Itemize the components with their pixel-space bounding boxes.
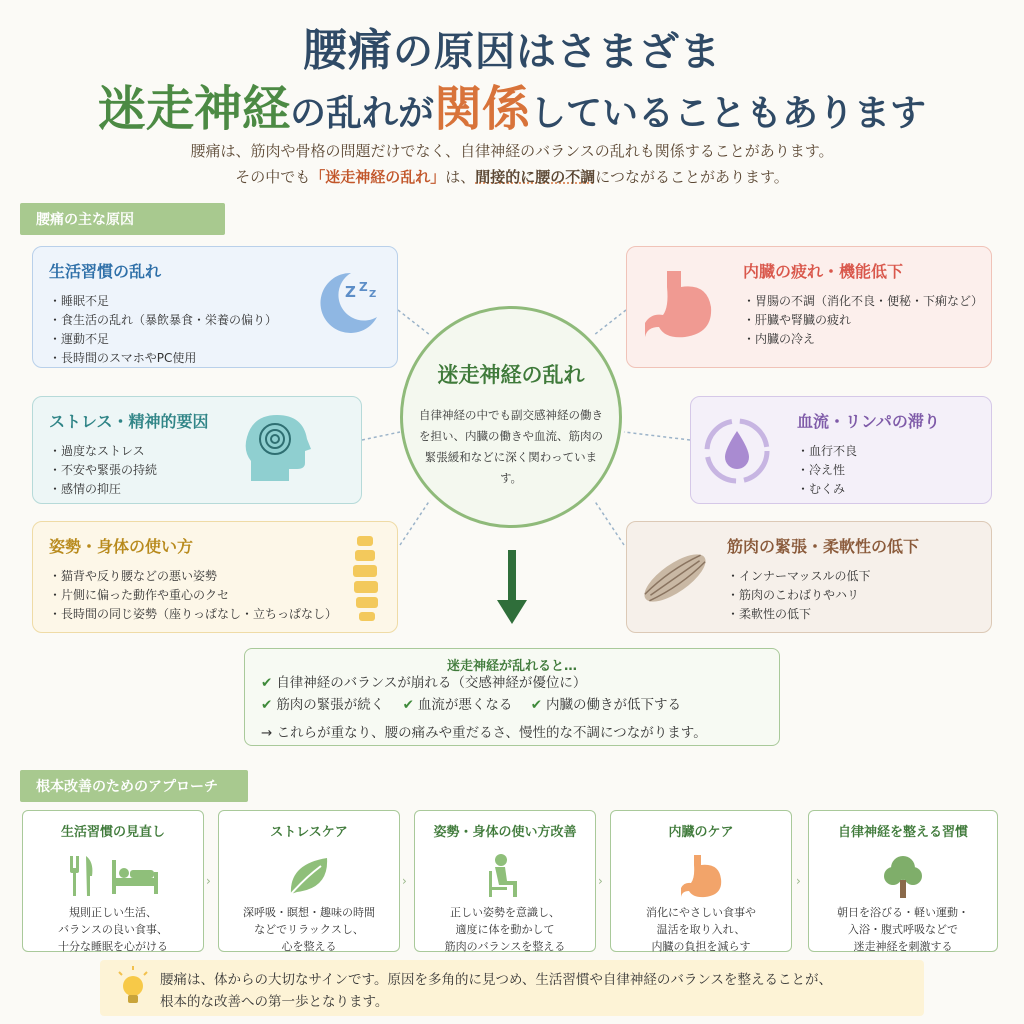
chevron-right-icon: › (598, 874, 603, 888)
cause-card-organs (626, 246, 992, 368)
chevron-right-icon: › (796, 874, 801, 888)
cause-item: ・ 冷え性 (797, 461, 975, 480)
svg-text:Z: Z (369, 289, 377, 300)
fork-knife-icon (66, 854, 96, 898)
vagus-disruption-effects (244, 648, 780, 746)
check-icon: ✔ (402, 697, 414, 713)
approach-line: 消化にやさしい食事や (646, 906, 756, 919)
effect-line-1: ✔ 自律神経のバランスが崩れる（交感神経が優位に） (261, 675, 587, 691)
approach-line: 規則正しい生活、 (69, 906, 157, 919)
approach-line: 筋肉のバランスを整える (444, 940, 566, 953)
cause-item: ・ 肝臓や腎臓の疲れ (743, 311, 975, 330)
title-keyword-lumbago: 腰痛 (303, 25, 393, 76)
intro-line2: その中でも「迷走神経の乱れ」は、間接的に腰の不調につながることがあります。 (235, 168, 789, 186)
check-icon: ✔ (261, 697, 273, 713)
cause-title: 血流・リンパの滞り (797, 412, 940, 431)
approach-card-stress (218, 810, 400, 952)
approach-line: 正しい姿勢を意識し、 (450, 906, 560, 919)
cause-item: ・ 感情の抑圧 (49, 480, 345, 499)
approach-line: 朝日を浴びる・軽い運動・ (837, 906, 969, 919)
spine-icon (345, 532, 385, 624)
down-arrow-icon (495, 550, 529, 626)
approach-title: ストレスケア (270, 825, 348, 840)
approach-title: 姿勢・身体の使い方改善 (433, 825, 577, 840)
bed-icon (110, 856, 160, 896)
lightbulb-icon (116, 966, 150, 1010)
cause-card-stress (32, 396, 362, 504)
head-icon (241, 411, 315, 487)
svg-text:Z: Z (345, 283, 356, 301)
connector-organs (594, 310, 626, 335)
approach-line: などでリラックスし、 (254, 923, 364, 936)
footer-line2: 根本的な改善への第一歩となります。 (160, 994, 389, 1010)
cause-item: ・ 過度なストレス (49, 442, 345, 461)
svg-text:Z: Z (359, 280, 368, 294)
cause-card-posture (32, 521, 398, 633)
cause-item: ・ 筋肉のこわばりやハリ (727, 586, 975, 605)
approach-card-organs (610, 810, 792, 952)
cause-item: ・ 胃腸の不調（消化不良・便秘・下痢など） (743, 292, 975, 311)
cause-item: ・ 血行不良 (797, 442, 975, 461)
cause-item: ・ 長時間のスマホやPC使用 (49, 349, 381, 368)
cause-item: ・ 不安や緊張の持続 (49, 461, 345, 480)
check-icon: ✔ (261, 675, 273, 691)
approach-title: 生活習慣の見直し (60, 825, 165, 840)
chevron-right-icon: › (206, 874, 211, 888)
cause-title: 筋肉の緊張・柔軟性の低下 (727, 537, 920, 556)
vagus-nerve-center (400, 306, 622, 528)
approach-title: 内臓のケア (668, 825, 734, 840)
effects-title: 迷走神経が乱れると… (446, 659, 577, 674)
check-icon: ✔ (530, 697, 543, 713)
stomach-icon (677, 853, 725, 899)
approach-line: 適度に体を動かして (455, 923, 555, 936)
page-title-line1: 腰痛の原因はさまざま (303, 25, 721, 76)
causes-section-label: 腰痛の主な原因 (20, 203, 225, 235)
connector-muscle (594, 500, 624, 545)
approach-card-autonomic (808, 810, 998, 952)
connector-posture (400, 500, 430, 545)
cause-item: ・ 片側に偏った動作や重心のクセ (49, 586, 381, 605)
leaf-icon (285, 854, 333, 898)
cause-item: ・ 運動不足 (49, 330, 381, 349)
cause-item: ・ 睡眠不足 (49, 292, 381, 311)
drop-icon (701, 415, 773, 487)
cause-item: ・ 猫背や反り腰などの悪い姿勢 (49, 567, 381, 586)
cause-card-lifestyle (32, 246, 398, 368)
approach-card-posture (414, 810, 596, 952)
approach-card-lifestyle (22, 810, 204, 952)
approach-line: 十分な睡眠を心がける (58, 940, 168, 953)
sitting-person-icon (485, 853, 525, 899)
cause-card-blood (690, 396, 992, 504)
cause-item: ・ むくみ (797, 480, 975, 499)
tree-icon (881, 852, 925, 900)
cause-item: ・ 長時間の同じ姿勢（座りっぱなし・立ちっぱなし） (49, 605, 381, 624)
cause-title: ストレス・精神的要因 (49, 412, 209, 431)
approach-line: 内臓の負担を減らす (651, 940, 751, 953)
muscle-icon (635, 540, 715, 616)
cause-item: ・ 内臓の冷え (743, 330, 975, 349)
connector-stress (362, 432, 400, 440)
cause-title: 生活習慣の乱れ (49, 262, 162, 281)
cause-card-muscle (626, 521, 992, 633)
footer-note (100, 960, 924, 1016)
approach-title: 自律神経を整える習慣 (837, 825, 968, 840)
stomach-icon (641, 267, 719, 343)
effects-conclusion: → これらが重なり、腰の痛みや重だるさ、慢性的な不調につながります。 (261, 725, 707, 741)
approach-line: バランスの良い食事、 (58, 923, 168, 936)
approach-line: 深呼吸・瞑想・趣味の時間 (243, 906, 375, 919)
footer-line1: 腰痛は、体からの大切なサインです。原因を多角的に見つめ、生活習慣や自律神経のバランスを整えることが、 (160, 972, 833, 988)
cause-item: ・ 食生活の乱れ（暴飲暴食・栄養の偏り） (49, 311, 381, 330)
cause-title: 内臓の疲れ・機能低下 (743, 262, 904, 281)
approach-line: 迷走神経を刺激する (853, 940, 953, 953)
connector-blood (624, 432, 690, 440)
approach-line: 温活を取り入れ、 (656, 923, 746, 936)
approach-section-label: 根本改善のためのアプローチ (20, 770, 248, 802)
cause-item: ・ インナーマッスルの低下 (727, 567, 975, 586)
intro-line1: 腰痛は、筋肉や骨格の問題だけでなく、自律神経のバランスの乱れも関係することがあります。 (190, 142, 834, 160)
moon-icon (311, 265, 383, 337)
page-title-line2: 迷走神経の乱れが関係していることもあります (97, 81, 927, 137)
center-description: 自律神経の中でも副交感神経の働きを担い、内臓の働きや血流、筋肉の緊張緩和などに深く関わっています。 (419, 408, 603, 485)
center-title: 迷走神経の乱れ (437, 363, 585, 387)
cause-title: 姿勢・身体の使い方 (49, 537, 194, 556)
approach-line: 入浴・腹式呼吸などで (848, 923, 958, 936)
approach-line: 心を整える (281, 940, 337, 953)
chevron-right-icon: › (402, 874, 407, 888)
effect-line-2: ✔ 筋肉の緊張が続く ✔ 血流が悪くなる ✔ 内臓の働きが低下する (261, 697, 682, 713)
cause-item: ・ 柔軟性の低下 (727, 605, 975, 624)
connector-lifestyle (398, 310, 430, 335)
